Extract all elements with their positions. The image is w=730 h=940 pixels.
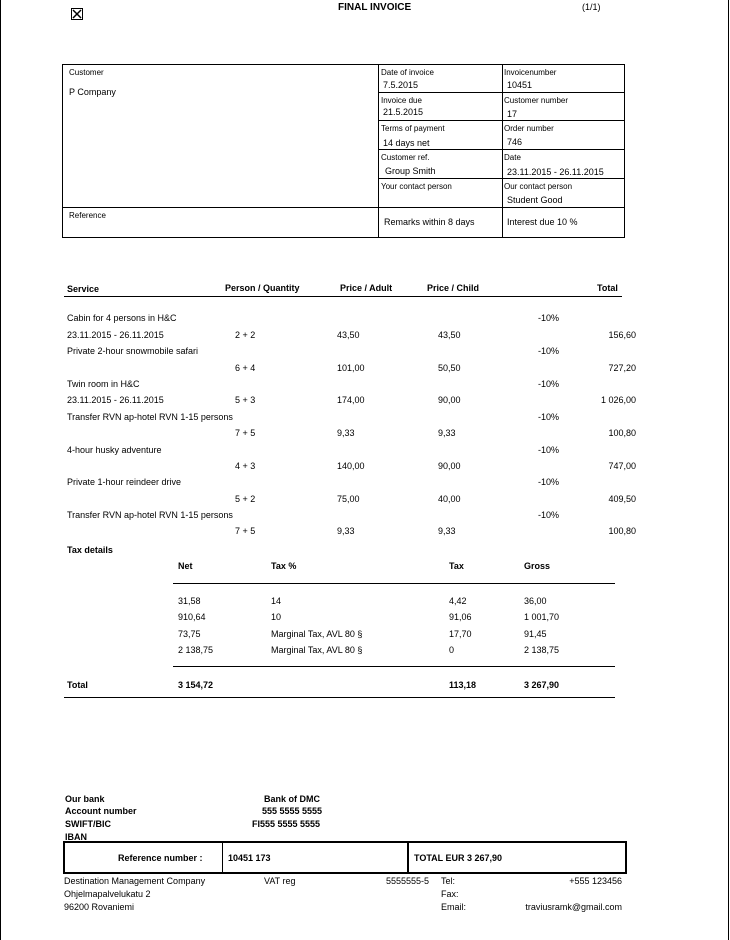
price-child-header: Price / Child <box>427 283 480 293</box>
divider <box>378 64 379 238</box>
customer-ref-label: Customer ref. <box>381 153 430 162</box>
swift-label: SWIFT/BIC <box>65 819 111 829</box>
service-discount: -10% <box>538 379 560 389</box>
account-number-value: 555 5555 5555 <box>262 806 323 816</box>
date-of-invoice-label: Date of invoice <box>381 68 434 77</box>
service-adult-price: 174,00 <box>337 395 365 405</box>
service-child-price: 9,33 <box>438 526 456 536</box>
service-qty: 5 + 3 <box>235 395 256 405</box>
service-total: 409,50 <box>608 494 636 504</box>
total-eur: TOTAL EUR 3 267,90 <box>414 853 503 863</box>
order-number-value: 746 <box>507 137 523 147</box>
customer-ref-value: Group Smith <box>385 166 436 176</box>
tax-pct: Marginal Tax, AVL 80 § <box>271 645 363 655</box>
tax-amount: 17,70 <box>449 629 472 639</box>
service-name: Private 1-hour reindeer drive <box>67 477 182 487</box>
service-qty: 4 + 3 <box>235 461 256 471</box>
service-discount: -10% <box>538 313 560 323</box>
customer-label: Customer <box>69 68 104 77</box>
reference-label: Reference <box>69 211 106 220</box>
service-name: Private 2-hour snowmobile safari <box>67 346 199 356</box>
tax-gross: 2 138,75 <box>524 645 560 655</box>
divider <box>378 149 625 150</box>
service-discount: -10% <box>538 445 560 455</box>
divider <box>378 92 625 93</box>
service-adult-price: 9,33 <box>337 428 355 438</box>
total-net: 3 154,72 <box>178 680 214 690</box>
divider <box>222 843 223 872</box>
service-discount: -10% <box>538 346 560 356</box>
order-number-label: Order number <box>504 124 554 133</box>
invoice-title: FINAL INVOICE <box>338 2 412 13</box>
company-name: Destination Management Company <box>64 876 206 886</box>
iban-label: IBAN <box>65 832 87 842</box>
remarks: Remarks within 8 days <box>384 217 475 227</box>
tax-net: 2 138,75 <box>178 645 214 655</box>
service-child-price: 50,50 <box>438 363 461 373</box>
customer-number-label: Customer number <box>504 96 569 105</box>
tel-value: +555 123456 <box>569 876 622 886</box>
service-adult-price: 75,00 <box>337 494 360 504</box>
service-adult-price: 9,33 <box>337 526 355 536</box>
service-total: 100,80 <box>608 526 636 536</box>
company-city: 96200 Rovaniemi <box>64 902 135 912</box>
swift-value: FI555 5555 5555 <box>252 819 321 829</box>
service-child-price: 40,00 <box>438 494 461 504</box>
service-adult-price: 101,00 <box>337 363 365 373</box>
invoice-due-label: Invoice due <box>381 96 422 105</box>
tax-pct: 10 <box>271 612 282 622</box>
service-qty: 7 + 5 <box>235 526 256 536</box>
date-of-invoice-value: 7.5.2015 <box>383 80 419 90</box>
service-name: 4-hour husky adventure <box>67 445 162 455</box>
invoicenumber-label: Invoicenumber <box>504 68 557 77</box>
customer-value: P Company <box>69 87 116 97</box>
vat-value: 5555555-5 <box>386 876 430 886</box>
tax-pct-header: Tax % <box>271 561 297 571</box>
service-total: 747,00 <box>608 461 636 471</box>
price-adult-header: Price / Adult <box>340 283 393 293</box>
our-contact-value: Student Good <box>507 195 563 205</box>
header-underline <box>64 296 622 297</box>
divider <box>378 178 625 179</box>
tax-amount: 4,42 <box>449 596 467 606</box>
tax-amount: 0 <box>449 645 455 655</box>
your-contact-label: Your contact person <box>381 182 452 191</box>
service-total: 727,20 <box>608 363 636 373</box>
service-discount: -10% <box>538 510 560 520</box>
tax-gross: 36,00 <box>524 596 547 606</box>
tax-amount: 91,06 <box>449 612 472 622</box>
tel-label: Tel: <box>441 876 456 886</box>
tax-gross: 1 001,70 <box>524 612 560 622</box>
total-label: Total <box>67 680 88 690</box>
tax-net: 73,75 <box>178 629 201 639</box>
service-child-price: 9,33 <box>438 428 456 438</box>
divider <box>62 207 625 208</box>
service-dates: 23.11.2015 - 26.11.2015 <box>67 395 164 405</box>
total-gross: 3 267,90 <box>524 680 560 690</box>
terms-label: Terms of payment <box>381 124 445 133</box>
service-adult-price: 43,50 <box>337 330 360 340</box>
invoice-due-value: 21.5.2015 <box>383 107 424 117</box>
total-tax: 113,18 <box>449 680 477 690</box>
invoice-info-box <box>62 64 625 238</box>
service-total: 100,80 <box>608 428 636 438</box>
divider <box>502 64 503 238</box>
our-bank-value: Bank of DMC <box>264 794 320 804</box>
our-bank-label: Our bank <box>65 794 105 804</box>
total-underline <box>64 697 615 698</box>
person-quantity-header: Person / Quantity <box>225 283 300 293</box>
terms-value: 14 days net <box>383 138 430 148</box>
our-contact-label: Our contact person <box>504 182 573 191</box>
page-border-left <box>0 0 1 940</box>
service-qty: 7 + 5 <box>235 428 256 438</box>
tax-header: Tax <box>449 561 464 571</box>
service-total: 156,60 <box>608 330 636 340</box>
page-count: (1/1) <box>582 2 601 12</box>
company-street: Ohjelmapalvelukatu 2 <box>64 889 151 899</box>
service-discount: -10% <box>538 412 560 422</box>
service-child-price: 90,00 <box>438 461 461 471</box>
gross-header: Gross <box>524 561 551 571</box>
service-child-price: 90,00 <box>438 395 461 405</box>
tax-gross: 91,45 <box>524 629 547 639</box>
service-qty: 5 + 2 <box>235 494 256 504</box>
invoicenumber-value: 10451 <box>507 80 533 90</box>
total-header: Total <box>597 283 618 293</box>
divider <box>407 841 409 872</box>
service-child-price: 43,50 <box>438 330 461 340</box>
service-adult-price: 140,00 <box>337 461 365 471</box>
service-total: 1 026,00 <box>600 395 636 405</box>
reference-number-label: Reference number : <box>118 853 203 863</box>
service-name: Twin room in H&C <box>67 379 140 389</box>
tax-net-header: Net <box>178 561 193 571</box>
service-name: Transfer RVN ap-hotel RVN 1-15 persons <box>67 412 233 422</box>
account-number-label: Account number <box>65 806 137 816</box>
reference-number-value: 10451 173 <box>228 853 271 863</box>
tax-net: 910,64 <box>178 612 206 622</box>
service-qty: 2 + 2 <box>235 330 256 340</box>
interest: Interest due 10 % <box>507 217 578 227</box>
page-border-right <box>728 0 729 940</box>
vat-label: VAT reg <box>264 876 296 886</box>
fax-label: Fax: <box>441 889 459 899</box>
tax-pct: Marginal Tax, AVL 80 § <box>271 629 363 639</box>
tax-header-line <box>173 583 615 584</box>
service-name: Transfer RVN ap-hotel RVN 1-15 persons <box>67 510 233 520</box>
service-name: Cabin for 4 persons in H&C <box>67 313 177 323</box>
broken-image-icon <box>71 8 83 20</box>
customer-number-value: 17 <box>507 109 518 119</box>
divider <box>378 120 625 121</box>
date-value: 23.11.2015 - 26.11.2015 <box>507 167 604 177</box>
tax-details-title: Tax details <box>67 545 113 555</box>
tax-pct: 14 <box>271 596 282 606</box>
tax-footer-line <box>173 666 615 667</box>
email-label: Email: <box>441 902 467 912</box>
service-dates: 23.11.2015 - 26.11.2015 <box>67 330 164 340</box>
service-discount: -10% <box>538 477 560 487</box>
tax-net: 31,58 <box>178 596 201 606</box>
service-qty: 6 + 4 <box>235 363 256 373</box>
email-value: traviusramk@gmail.com <box>525 902 622 912</box>
service-header: Service <box>67 284 100 294</box>
date-label: Date <box>504 153 521 162</box>
